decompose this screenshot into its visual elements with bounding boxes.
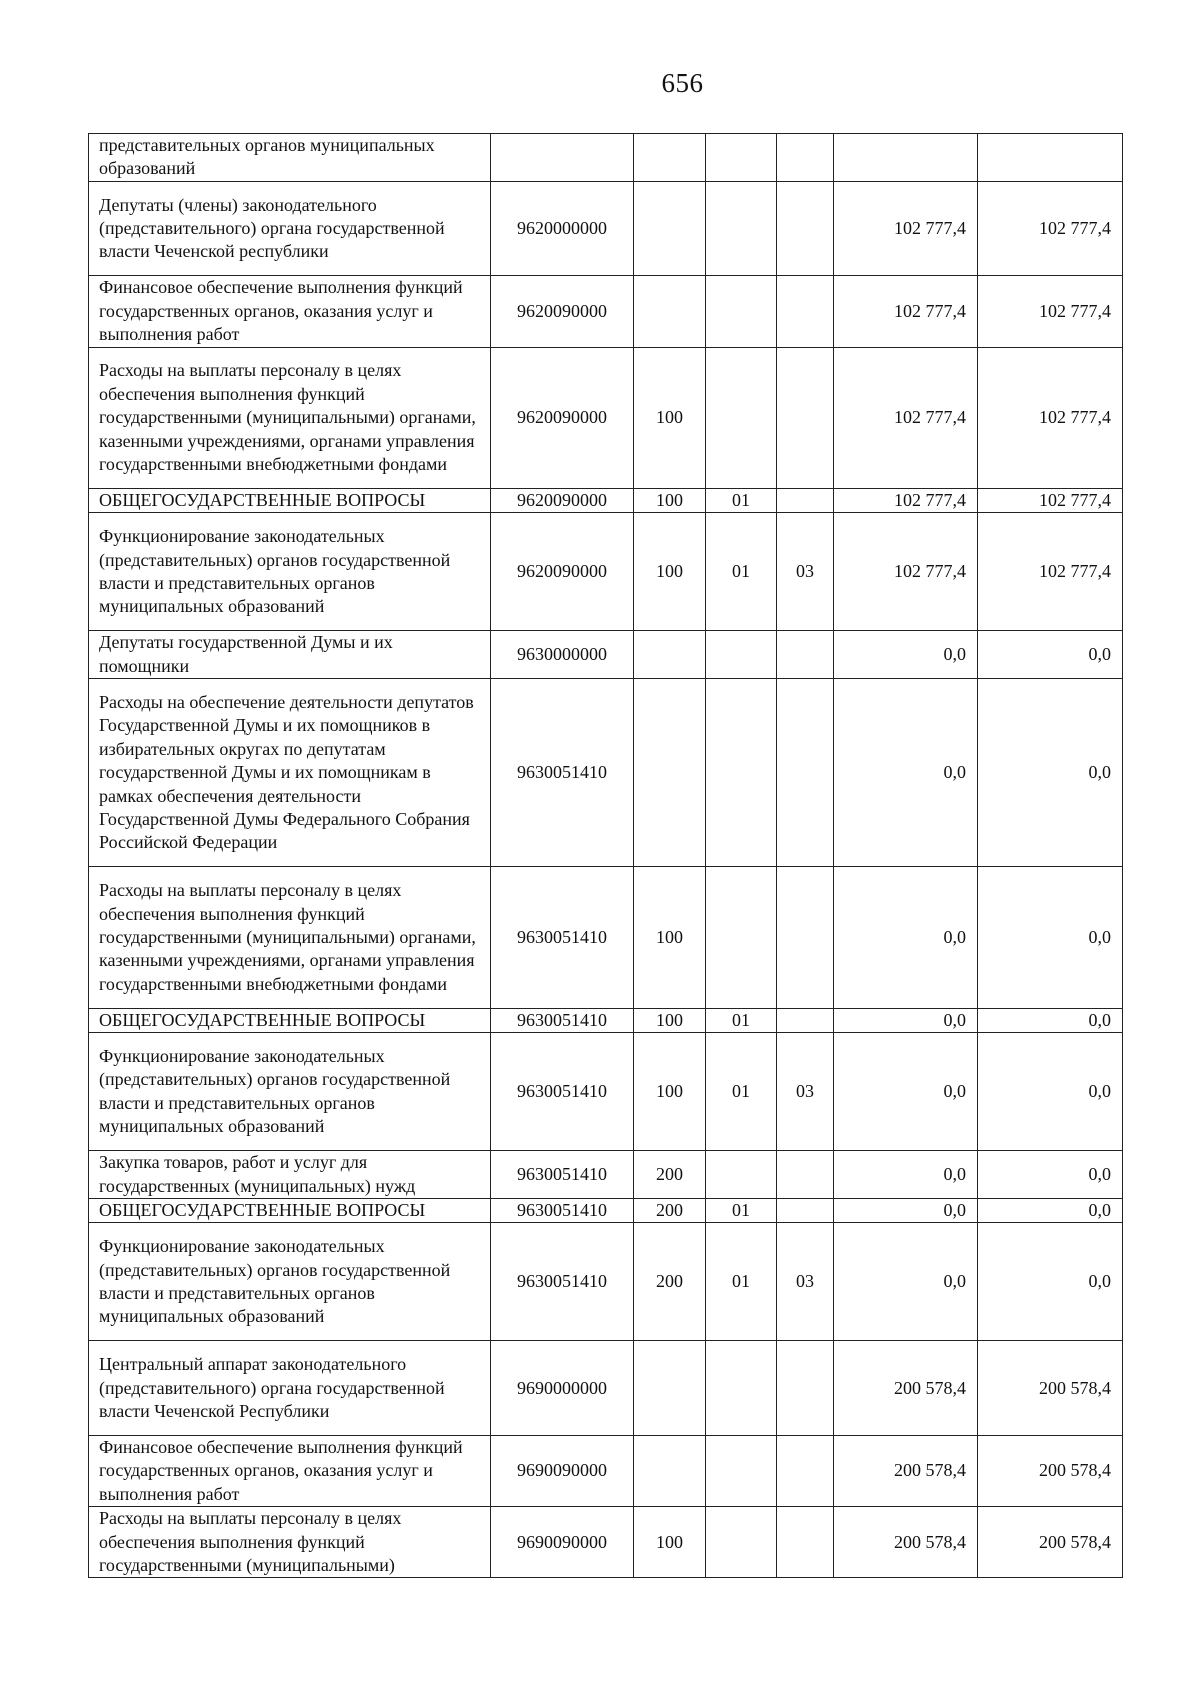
amount-year1-cell bbox=[834, 134, 978, 182]
section-cell bbox=[706, 1341, 777, 1436]
table-row bbox=[89, 1507, 1123, 1578]
expense-name-cell: Финансовое обеспечение выполнения функций государственных органов, оказания услуг и выполнения работ bbox=[89, 276, 491, 347]
expense-type-cell: 100 bbox=[634, 489, 706, 513]
target-article-cell: 9630051410 bbox=[491, 867, 634, 1008]
amount-year1-cell: 200 578,4 bbox=[834, 1436, 978, 1507]
expense-type-cell: 200 bbox=[634, 1199, 706, 1223]
page-number: 656 bbox=[661, 68, 704, 98]
amount-year2-cell: 0,0 bbox=[978, 1008, 1123, 1032]
amount-year1-cell: 0,0 bbox=[834, 1199, 978, 1223]
expense-name-cell: Функционирование законодательных (представительных) органов государственной власти и представительных органов муниципальных образований bbox=[89, 1223, 491, 1341]
subsection-cell: 03 bbox=[777, 1033, 834, 1151]
subsection-cell bbox=[777, 679, 834, 867]
table-row bbox=[89, 631, 1123, 679]
target-article-cell: 9620000000 bbox=[491, 181, 634, 276]
amount-year1-cell: 0,0 bbox=[834, 1223, 978, 1341]
amount-year2-cell: 200 578,4 bbox=[978, 1436, 1123, 1507]
section-cell: 01 bbox=[706, 513, 777, 631]
amount-year2-cell: 0,0 bbox=[978, 867, 1123, 1008]
expense-type-cell: 200 bbox=[634, 1223, 706, 1341]
target-article-cell: 9630051410 bbox=[491, 1223, 634, 1341]
budget-table-body bbox=[89, 134, 1123, 1578]
subsection-cell bbox=[777, 1008, 834, 1032]
amount-year1-cell: 200 578,4 bbox=[834, 1507, 978, 1578]
table-row bbox=[89, 513, 1123, 631]
expense-name-cell: Центральный аппарат законодательного (представительного) органа государственной власти Чеченской Республики bbox=[89, 1341, 491, 1436]
subsection-cell bbox=[777, 867, 834, 1008]
expense-name-cell: ОБЩЕГОСУДАРСТВЕННЫЕ ВОПРОСЫ bbox=[89, 489, 491, 513]
expense-type-cell: 100 bbox=[634, 867, 706, 1008]
target-article-cell: 9630051410 bbox=[491, 1199, 634, 1223]
amount-year1-cell: 102 777,4 bbox=[834, 513, 978, 631]
expense-type-cell bbox=[634, 679, 706, 867]
amount-year1-cell: 102 777,4 bbox=[834, 347, 978, 488]
amount-year1-cell: 0,0 bbox=[834, 631, 978, 679]
expense-type-cell bbox=[634, 1436, 706, 1507]
section-cell bbox=[706, 1151, 777, 1199]
expense-type-cell bbox=[634, 1341, 706, 1436]
expense-type-cell: 100 bbox=[634, 513, 706, 631]
expense-type-cell: 100 bbox=[634, 1008, 706, 1032]
subsection-cell bbox=[777, 347, 834, 488]
section-cell: 01 bbox=[706, 489, 777, 513]
subsection-cell bbox=[777, 489, 834, 513]
amount-year2-cell: 0,0 bbox=[978, 1033, 1123, 1151]
subsection-cell bbox=[777, 134, 834, 182]
section-cell bbox=[706, 276, 777, 347]
section-cell bbox=[706, 347, 777, 488]
expense-type-cell bbox=[634, 134, 706, 182]
target-article-cell: 9630051410 bbox=[491, 1033, 634, 1151]
amount-year2-cell: 200 578,4 bbox=[978, 1341, 1123, 1436]
amount-year2-cell: 0,0 bbox=[978, 631, 1123, 679]
amount-year1-cell: 0,0 bbox=[834, 1033, 978, 1151]
section-cell bbox=[706, 134, 777, 182]
amount-year2-cell: 102 777,4 bbox=[978, 489, 1123, 513]
amount-year1-cell: 0,0 bbox=[834, 1008, 978, 1032]
target-article-cell: 9620090000 bbox=[491, 347, 634, 488]
target-article-cell: 9690000000 bbox=[491, 1341, 634, 1436]
section-cell bbox=[706, 631, 777, 679]
expense-type-cell bbox=[634, 276, 706, 347]
section-cell: 01 bbox=[706, 1008, 777, 1032]
subsection-cell bbox=[777, 1341, 834, 1436]
amount-year1-cell: 0,0 bbox=[834, 679, 978, 867]
table-row bbox=[89, 1341, 1123, 1436]
expense-type-cell: 100 bbox=[634, 1507, 706, 1578]
section-cell bbox=[706, 867, 777, 1008]
section-cell: 01 bbox=[706, 1223, 777, 1341]
table-row bbox=[89, 181, 1123, 276]
subsection-cell bbox=[777, 1507, 834, 1578]
amount-year1-cell: 0,0 bbox=[834, 1151, 978, 1199]
target-article-cell: 9630051410 bbox=[491, 679, 634, 867]
table-row bbox=[89, 1033, 1123, 1151]
amount-year2-cell: 0,0 bbox=[978, 679, 1123, 867]
target-article-cell: 9690090000 bbox=[491, 1436, 634, 1507]
subsection-cell bbox=[777, 276, 834, 347]
table-row bbox=[89, 1151, 1123, 1199]
table-row bbox=[89, 1436, 1123, 1507]
target-article-cell: 9620090000 bbox=[491, 489, 634, 513]
amount-year2-cell: 0,0 bbox=[978, 1199, 1123, 1223]
amount-year2-cell: 102 777,4 bbox=[978, 513, 1123, 631]
table-row bbox=[89, 134, 1123, 182]
budget-table bbox=[88, 133, 1123, 1578]
amount-year2-cell: 200 578,4 bbox=[978, 1507, 1123, 1578]
amount-year2-cell bbox=[978, 134, 1123, 182]
table-row bbox=[89, 1199, 1123, 1223]
expense-type-cell: 100 bbox=[634, 1033, 706, 1151]
target-article-cell bbox=[491, 134, 634, 182]
expense-name-cell: ОБЩЕГОСУДАРСТВЕННЫЕ ВОПРОСЫ bbox=[89, 1199, 491, 1223]
expense-type-cell: 200 bbox=[634, 1151, 706, 1199]
target-article-cell: 9620090000 bbox=[491, 513, 634, 631]
amount-year1-cell: 102 777,4 bbox=[834, 181, 978, 276]
target-article-cell: 9630051410 bbox=[491, 1151, 634, 1199]
expense-name-cell: Расходы на выплаты персоналу в целях обеспечения выполнения функций государственными (муниципальными) bbox=[89, 1507, 491, 1578]
amount-year1-cell: 200 578,4 bbox=[834, 1341, 978, 1436]
expense-name-cell: Функционирование законодательных (представительных) органов государственной власти и представительных органов муниципальных образований bbox=[89, 513, 491, 631]
section-cell bbox=[706, 1507, 777, 1578]
expense-name-cell: Расходы на выплаты персоналу в целях обеспечения выполнения функций государственными (муниципальными) органами, казенными учреждениями, органами управления государственными внебюджетными фондами bbox=[89, 867, 491, 1008]
section-cell: 01 bbox=[706, 1199, 777, 1223]
expense-type-cell bbox=[634, 181, 706, 276]
subsection-cell bbox=[777, 181, 834, 276]
target-article-cell: 9620090000 bbox=[491, 276, 634, 347]
subsection-cell bbox=[777, 1199, 834, 1223]
table-row bbox=[89, 489, 1123, 513]
section-cell bbox=[706, 679, 777, 867]
table-row bbox=[89, 1223, 1123, 1341]
expense-name-cell: ОБЩЕГОСУДАРСТВЕННЫЕ ВОПРОСЫ bbox=[89, 1008, 491, 1032]
target-article-cell: 9630000000 bbox=[491, 631, 634, 679]
table-row bbox=[89, 1008, 1123, 1032]
expense-name-cell: Финансовое обеспечение выполнения функций государственных органов, оказания услуг и выполнения работ bbox=[89, 1436, 491, 1507]
expense-name-cell: Расходы на обеспечение деятельности депутатов Государственной Думы и их помощников в избирательных округах по депутатам государственной Думы и их помощникам в рамках обеспечения деятельности Государственной Думы Федерального Собрания Российской Федерации bbox=[89, 679, 491, 867]
expense-name-cell: Закупка товаров, работ и услуг для государственных (муниципальных) нужд bbox=[89, 1151, 491, 1199]
expense-type-cell: 100 bbox=[634, 347, 706, 488]
expense-name-cell: Депутаты государственной Думы и их помощники bbox=[89, 631, 491, 679]
section-cell bbox=[706, 181, 777, 276]
target-article-cell: 9690090000 bbox=[491, 1507, 634, 1578]
target-article-cell: 9630051410 bbox=[491, 1008, 634, 1032]
subsection-cell bbox=[777, 631, 834, 679]
amount-year1-cell: 102 777,4 bbox=[834, 489, 978, 513]
subsection-cell: 03 bbox=[777, 1223, 834, 1341]
table-row bbox=[89, 276, 1123, 347]
expense-name-cell: представительных органов муниципальных образований bbox=[89, 134, 491, 182]
section-cell: 01 bbox=[706, 1033, 777, 1151]
amount-year1-cell: 102 777,4 bbox=[834, 276, 978, 347]
section-cell bbox=[706, 1436, 777, 1507]
subsection-cell bbox=[777, 1436, 834, 1507]
table-row bbox=[89, 347, 1123, 488]
subsection-cell bbox=[777, 1151, 834, 1199]
amount-year2-cell: 102 777,4 bbox=[978, 347, 1123, 488]
expense-name-cell: Депутаты (члены) законодательного (представительного) органа государственной власти Чеченской республики bbox=[89, 181, 491, 276]
expense-name-cell: Функционирование законодательных (представительных) органов государственной власти и представительных органов муниципальных образований bbox=[89, 1033, 491, 1151]
amount-year1-cell: 0,0 bbox=[834, 867, 978, 1008]
amount-year2-cell: 102 777,4 bbox=[978, 276, 1123, 347]
expense-name-cell: Расходы на выплаты персоналу в целях обеспечения выполнения функций государственными (муниципальными) органами, казенными учреждениями, органами управления государственными внебюджетными фондами bbox=[89, 347, 491, 488]
expense-type-cell bbox=[634, 631, 706, 679]
table-row bbox=[89, 679, 1123, 867]
amount-year2-cell: 102 777,4 bbox=[978, 181, 1123, 276]
table-row bbox=[89, 867, 1123, 1008]
subsection-cell: 03 bbox=[777, 513, 834, 631]
amount-year2-cell: 0,0 bbox=[978, 1151, 1123, 1199]
amount-year2-cell: 0,0 bbox=[978, 1223, 1123, 1341]
